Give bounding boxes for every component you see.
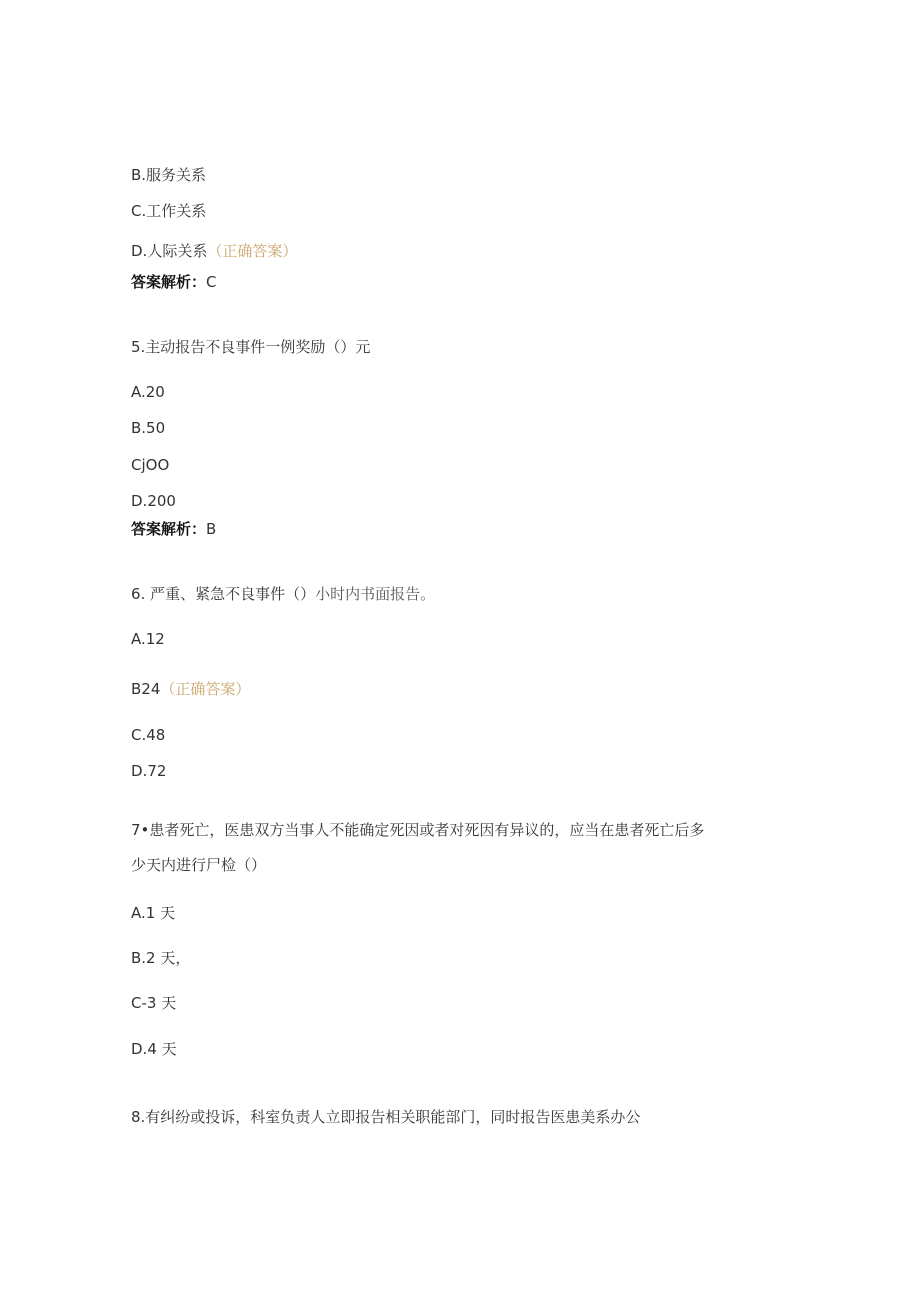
analysis-value: B <box>206 520 217 538</box>
q7-option-c: C-3 天 <box>131 994 177 1012</box>
q5-question: 5.主动报告不良事件一例奖励（）元 <box>131 338 371 356</box>
q5-option-d: D.200 <box>131 492 176 510</box>
q7-option-b: B.2 天， <box>131 949 191 967</box>
q6-question-suffix: 小时内书面报告。 <box>315 585 436 603</box>
q6-option-b <box>131 679 250 699</box>
q7-question-line1: 7•患者死亡，医患双方当事人不能确定死因或者对死因有异议的，应当在患者死亡后多 <box>131 821 705 839</box>
q6-option-c: C.48 <box>131 726 166 744</box>
q6-option-d: D.72 <box>131 762 167 780</box>
q8-question: 8.有纠纷或投诉，科室负责人立即报告相关职能部门，同时报告医患美系办公 <box>131 1108 641 1126</box>
q5-analysis <box>131 519 216 539</box>
q6-question <box>131 584 435 604</box>
q4-option-d-text: D.人际关系 <box>131 242 208 260</box>
q6-question-prefix: 6. 严重、紧急不良事件（） <box>131 585 316 603</box>
q6-option-a: A.12 <box>131 630 165 648</box>
q4-analysis <box>131 272 217 292</box>
q4-option-c: C.工作关系 <box>131 202 207 220</box>
correct-answer-tag: （正确答案） <box>160 680 251 698</box>
analysis-label: 答案解析： <box>131 520 207 538</box>
analysis-label: 答案解析： <box>131 273 207 291</box>
analysis-value: C <box>206 273 217 291</box>
q5-option-c: CjOO <box>131 456 170 474</box>
q5-option-b: B.50 <box>131 419 166 437</box>
correct-answer-tag: （正确答案） <box>207 242 298 260</box>
q4-option-b: B.服务关系 <box>131 166 207 184</box>
q7-option-a: A.1 天 <box>131 904 176 922</box>
q7-question-line2: 少天内进行尸检（） <box>131 856 267 874</box>
q6-option-b-text: B24 <box>131 680 161 698</box>
q7-option-d: D.4 天 <box>131 1040 177 1058</box>
q4-option-d <box>131 241 297 261</box>
q5-option-a: A.20 <box>131 383 165 401</box>
